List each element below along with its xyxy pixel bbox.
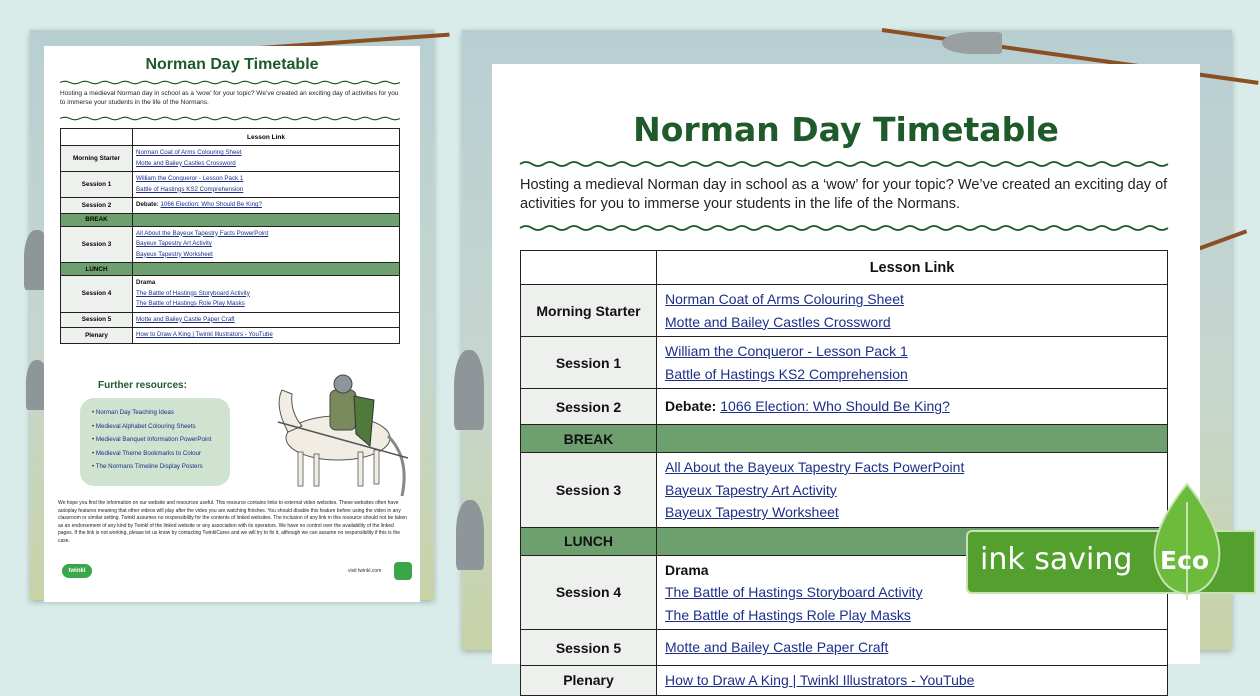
further-resource-link[interactable]: • Norman Day Teaching Ideas (92, 406, 222, 420)
knight-illustration (456, 500, 484, 570)
row-label: Session 3 (521, 453, 657, 528)
lesson-link[interactable]: Bayeux Tapestry Art Activity (136, 240, 212, 247)
lunch-label: LUNCH (61, 263, 133, 276)
row-label: Session 1 (61, 172, 133, 198)
wave-divider (60, 80, 400, 85)
drama-heading: Drama (136, 279, 156, 286)
ink-saving-label: ink saving (980, 542, 1133, 577)
lesson-link[interactable]: How to Draw A King | Twinkl Illustrators - YouTube (665, 672, 975, 688)
row-label: Session 1 (521, 337, 657, 389)
further-resource-link[interactable]: • The Normans Timeline Display Posters (92, 460, 222, 474)
lesson-link[interactable]: Bayeux Tapestry Worksheet (665, 504, 839, 520)
row-label: Session 5 (521, 630, 657, 666)
lesson-link[interactable]: Norman Coat of Arms Colouring Sheet (665, 291, 904, 307)
small-timetable (60, 128, 400, 344)
row-label: Session 3 (61, 226, 133, 263)
lesson-link[interactable]: How to Draw A King | Twinkl Illustrators - YouTube (136, 331, 273, 338)
disclaimer-text: We hope you find the information on our website and resources useful. This resource contains links to external video websites. These websites often have autoplay features meaning that other videos will play after the video you are watching finishes. You should disable this feature before using the video in any classroom or similar setting. Twinkl assumes no responsibility for the contents of linked websites. The inclusion of any link in this resource should not be taken as an endorsement of any kind by Twinkl of the linked website or any association with its operators. We have no control over the availability of the linked pages. If the link is not working, please let us know by contacting TwinklCares and we will try to fix it, although we can assume no responsibility if this is the case. (58, 500, 407, 544)
visit-twinkl-text: visit twinkl.com (348, 568, 382, 574)
eco-leaf-icon (1146, 482, 1228, 600)
twinkl-logo: twinkl (62, 564, 92, 578)
lesson-link[interactable]: All About the Bayeux Tapestry Facts PowerPoint (136, 229, 269, 237)
row-label: Plenary (61, 328, 133, 344)
lesson-link[interactable]: The Battle of Hastings Role Play Masks (665, 606, 911, 623)
wave-divider (520, 160, 1168, 168)
small-page-title: Norman Day Timetable (145, 56, 319, 73)
small-intro-text: Hosting a medieval Norman day in school as a ‘wow’ for your topic? We’ve created an exciting day of activities for you to immerse your students in the life of the Normans. (60, 90, 399, 106)
lesson-link[interactable]: 1066 Election: Who Should Be King? (160, 201, 262, 208)
further-resource-link[interactable]: • Medieval Theme Bookmarks to Colour (92, 447, 222, 461)
row-label: Morning Starter (521, 285, 657, 337)
spearhead-illustration (942, 32, 1002, 54)
small-page-content (44, 46, 420, 602)
eco-label: Eco (1160, 546, 1210, 575)
break-label: BREAK (61, 213, 133, 226)
lesson-link[interactable]: 1066 Election: Who Should Be King? (720, 398, 950, 415)
row-label: Morning Starter (61, 146, 133, 172)
row-label: Plenary (521, 666, 657, 696)
small-page-footer (58, 562, 408, 586)
further-resources-list (80, 398, 230, 486)
eco-icon (394, 562, 412, 580)
further-resource-link[interactable]: • Medieval Banquet Information PowerPoint (92, 433, 222, 447)
lesson-link[interactable]: The Battle of Hastings Storyboard Activity (665, 584, 923, 600)
column-header: Lesson Link (133, 129, 400, 146)
row-label: Session 4 (521, 555, 657, 630)
debate-prefix: Debate: (665, 398, 717, 415)
lesson-link[interactable]: Norman Coat of Arms Colouring Sheet (136, 149, 242, 156)
debate-prefix: Debate: (136, 201, 159, 208)
column-header: Lesson Link (657, 251, 1168, 285)
lesson-link[interactable]: Motte and Bailey Castles Crossword (665, 313, 891, 330)
further-resources-title: Further resources: (98, 380, 187, 391)
lesson-link[interactable]: Motte and Bailey Castles Crossword (136, 159, 236, 167)
lesson-link[interactable]: William the Conqueror - Lesson Pack 1 (665, 343, 908, 359)
lesson-link[interactable]: The Battle of Hastings Role Play Masks (136, 300, 245, 307)
row-label: Session 5 (61, 312, 133, 328)
timetable (520, 250, 1168, 696)
lesson-link[interactable]: Motte and Bailey Castle Paper Craft (665, 639, 889, 656)
page-title: Norman Day Timetable (633, 110, 1059, 149)
lesson-link[interactable]: William the Conqueror - Lesson Pack 1 (136, 175, 244, 182)
lesson-link[interactable]: The Battle of Hastings Storyboard Activity (136, 289, 250, 297)
drama-heading: Drama (665, 561, 709, 578)
lesson-link[interactable]: Bayeux Tapestry Worksheet (136, 250, 213, 258)
knight-illustration (454, 350, 484, 430)
lunch-label: LUNCH (521, 527, 657, 555)
wave-divider (60, 116, 400, 121)
further-resource-link[interactable]: • Medieval Alphabet Colouring Sheets (92, 420, 222, 434)
wave-divider (520, 224, 1168, 232)
lesson-link[interactable]: Bayeux Tapestry Art Activity (665, 481, 837, 498)
row-label: Session 2 (521, 389, 657, 425)
lesson-link[interactable]: Battle of Hastings KS2 Comprehension (665, 365, 908, 382)
intro-text: Hosting a medieval Norman day in school as a ‘wow’ for your topic? We’ve created an exciting day of activities for you to immerse your students in the life of the Normans. (520, 177, 1168, 212)
small-page-preview (30, 30, 434, 600)
lesson-link[interactable]: All About the Bayeux Tapestry Facts PowerPoint (665, 459, 965, 475)
row-label: Session 2 (61, 198, 133, 214)
lesson-link[interactable]: Battle of Hastings KS2 Comprehension (136, 185, 244, 193)
row-label: Session 4 (61, 276, 133, 313)
break-label: BREAK (521, 425, 657, 453)
norman-knight-on-horse-illustration (258, 346, 418, 496)
lesson-link[interactable]: Motte and Bailey Castle Paper Craft (136, 315, 235, 323)
